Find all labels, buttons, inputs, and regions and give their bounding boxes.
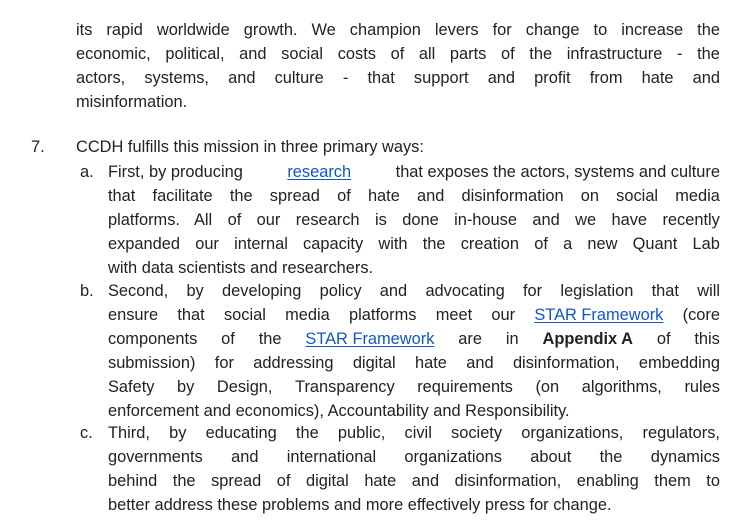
word: the xyxy=(529,45,553,63)
word: media xyxy=(285,306,330,324)
word: are xyxy=(458,330,482,348)
word: spread xyxy=(211,472,262,490)
word: that xyxy=(367,69,395,87)
word: dynamics xyxy=(650,448,720,466)
word: Design, xyxy=(216,378,273,396)
word: research xyxy=(295,211,360,229)
item-c-line-3 xyxy=(108,469,720,493)
list-letter-a: a. xyxy=(80,163,94,181)
word: Third, xyxy=(108,424,150,442)
word: by xyxy=(169,424,187,442)
word: governments xyxy=(108,448,203,466)
appendix-a-reference: Appendix A xyxy=(542,330,633,348)
item-a-text-before-link: First, by producing xyxy=(108,163,243,181)
word: society xyxy=(451,424,503,442)
word: them xyxy=(654,472,691,490)
item-b-line-6: enforcement and economics), Accountability and Responsibility. xyxy=(108,402,570,420)
word: addressing xyxy=(253,354,334,372)
research-link[interactable]: research xyxy=(287,163,352,181)
word: social xyxy=(223,306,266,324)
word: disinformation xyxy=(461,187,564,205)
word: Safety xyxy=(108,378,155,396)
word: by xyxy=(177,378,195,396)
word: the xyxy=(295,424,319,442)
item-a-line-5: with data scientists and researchers. xyxy=(108,259,374,277)
list-number-7: 7. xyxy=(31,138,45,156)
word: worldwide xyxy=(156,21,230,39)
word: We xyxy=(311,21,336,39)
word: the xyxy=(697,21,720,39)
item-b-line-3 xyxy=(108,327,720,351)
word: advocating xyxy=(425,282,505,300)
word: and xyxy=(466,354,494,372)
word: developing xyxy=(222,282,302,300)
word: our xyxy=(491,306,516,324)
word: and xyxy=(692,69,720,87)
word: actors, xyxy=(76,69,126,87)
word: of xyxy=(656,330,671,348)
item-c-line-2 xyxy=(108,445,720,469)
word: we xyxy=(575,211,597,229)
word: Quant xyxy=(632,235,678,253)
item-a-line-4 xyxy=(108,232,720,256)
word: regulators, xyxy=(642,424,720,442)
word: to xyxy=(706,472,720,490)
item-c-line-1 xyxy=(108,421,720,445)
word: of xyxy=(500,45,515,63)
intro-line-3 xyxy=(76,66,720,90)
item-b-line-5 xyxy=(108,375,720,399)
word: new xyxy=(587,235,618,253)
word: digital xyxy=(352,354,396,372)
word: hate xyxy=(414,354,447,372)
word: internal xyxy=(234,235,288,253)
word: that xyxy=(108,187,136,205)
word: facilitate xyxy=(152,187,213,205)
word: - xyxy=(342,69,349,87)
word: Lab xyxy=(692,235,720,253)
word: levers xyxy=(434,21,479,39)
word: and xyxy=(239,45,267,63)
word: and xyxy=(231,448,259,466)
item-7-text: CCDH fulfills this mission in three primary ways: xyxy=(76,138,424,156)
word: submission) xyxy=(108,354,196,372)
word: the xyxy=(258,330,282,348)
word: and xyxy=(532,211,560,229)
intro-line-1 xyxy=(76,18,720,42)
word: to xyxy=(593,21,608,39)
item-b-line-2 xyxy=(108,303,720,327)
word: champion xyxy=(349,21,421,39)
word: - xyxy=(676,45,683,63)
word: (on xyxy=(535,378,560,396)
word: about xyxy=(530,448,572,466)
word: organizations xyxy=(404,448,502,466)
word: educating xyxy=(205,424,277,442)
word: for xyxy=(214,354,234,372)
word: organizations, xyxy=(521,424,624,442)
word: political, xyxy=(165,45,225,63)
item-a-line-2 xyxy=(108,184,720,208)
word: media xyxy=(675,187,720,205)
word: its xyxy=(76,21,93,39)
word: will xyxy=(697,282,720,300)
word: spread xyxy=(269,187,320,205)
word: that xyxy=(177,306,205,324)
word: disinformation, xyxy=(454,472,562,490)
word: creation xyxy=(460,235,520,253)
word: (core xyxy=(682,306,720,324)
word: rules xyxy=(684,378,720,396)
word: growth. xyxy=(243,21,298,39)
word: Transparency xyxy=(295,378,395,396)
word: infrastructure xyxy=(566,45,663,63)
word: that xyxy=(651,282,679,300)
star-framework-link-2[interactable]: STAR Framework xyxy=(305,330,435,348)
item-a-platforms-word: platforms. xyxy=(108,211,180,229)
item-a-line-3-rest xyxy=(194,208,720,232)
word: legislation xyxy=(560,282,634,300)
word: enabling xyxy=(576,472,639,490)
word: algorithms, xyxy=(581,378,662,396)
word: profit xyxy=(534,69,571,87)
word: hate xyxy=(364,472,397,490)
word: of xyxy=(390,45,405,63)
word: for xyxy=(492,21,512,39)
word: our xyxy=(195,235,219,253)
word: in-house xyxy=(454,211,517,229)
word: All xyxy=(193,211,213,229)
word: increase xyxy=(621,21,684,39)
item-b-line-1 xyxy=(108,279,720,303)
word: from xyxy=(589,69,623,87)
word: behind xyxy=(108,472,158,490)
word: rapid xyxy=(106,21,143,39)
intro-line-2 xyxy=(76,42,720,66)
word: in xyxy=(505,330,519,348)
word: on xyxy=(580,187,599,205)
word: and xyxy=(379,282,408,300)
item-a-line-3 xyxy=(108,208,720,232)
word: and xyxy=(411,472,440,490)
word: of xyxy=(337,187,351,205)
word: embedding xyxy=(638,354,720,372)
word: of xyxy=(221,330,235,348)
word: social xyxy=(281,45,324,63)
word: capacity xyxy=(303,235,364,253)
word: public, xyxy=(337,424,386,442)
word: policy xyxy=(319,282,362,300)
word: requirements xyxy=(417,378,513,396)
word: platforms xyxy=(349,306,417,324)
word: international xyxy=(286,448,377,466)
word: and xyxy=(417,187,445,205)
word: systems, xyxy=(144,69,209,87)
word: parts xyxy=(449,45,487,63)
word: economic, xyxy=(76,45,151,63)
word: done xyxy=(402,211,439,229)
word: meet xyxy=(435,306,473,324)
word: the xyxy=(172,472,196,490)
word: the xyxy=(599,448,623,466)
word: this xyxy=(694,330,720,348)
word: the xyxy=(229,187,253,205)
word: of xyxy=(534,235,548,253)
word: hate xyxy=(641,69,674,87)
item-a-text-after-link: that exposes the actors, systems and culture xyxy=(395,163,720,181)
word: change xyxy=(525,21,580,39)
word: Second, xyxy=(108,282,169,300)
intro-line-4: misinformation. xyxy=(76,93,188,111)
item-b-line-4 xyxy=(108,351,720,375)
word: the xyxy=(422,235,446,253)
word: ensure xyxy=(108,306,159,324)
word: have xyxy=(611,211,648,229)
word: all xyxy=(418,45,436,63)
word: recently xyxy=(662,211,720,229)
word: of xyxy=(276,472,291,490)
word: is xyxy=(374,211,387,229)
star-framework-link[interactable]: STAR Framework xyxy=(534,306,664,324)
word: social xyxy=(616,187,659,205)
word: of xyxy=(227,211,242,229)
word: hate xyxy=(367,187,400,205)
word: components xyxy=(108,330,198,348)
word: disinformation, xyxy=(512,354,620,372)
word: support xyxy=(413,69,469,87)
word: with xyxy=(378,235,408,253)
word: expanded xyxy=(108,235,181,253)
word: civil xyxy=(404,424,432,442)
word: a xyxy=(563,235,573,253)
word: and xyxy=(228,69,256,87)
word: digital xyxy=(305,472,349,490)
word: culture xyxy=(274,69,324,87)
word: the xyxy=(697,45,720,63)
word: by xyxy=(186,282,204,300)
list-letter-b: b. xyxy=(80,282,94,300)
list-letter-c: c. xyxy=(80,424,93,442)
word: costs xyxy=(337,45,376,63)
word: and xyxy=(487,69,516,87)
item-a-line-1 xyxy=(108,160,720,184)
item-c-line-4: better address these problems and more effectively press for change. xyxy=(108,496,612,514)
word: our xyxy=(256,211,281,229)
word: for xyxy=(523,282,543,300)
